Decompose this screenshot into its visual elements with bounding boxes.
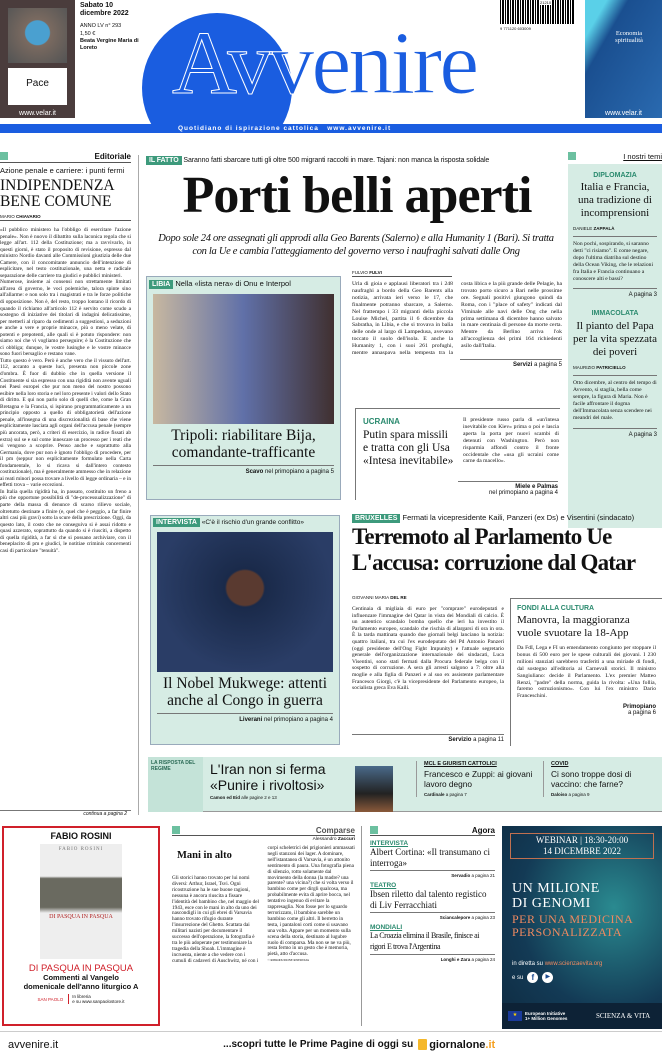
barcode-number: 9 771120 603009 [500,26,531,31]
temi-body: Non pochi, sospirando, si saranno detti "ci risiamo". E come negare, dopo l'ultima diatriba sul destino della Ocean Viking, che le relazioni fra Italia e Francia continuano a conoscere alti e bassi? [573,236,657,282]
ad-right-economia[interactable] [585,0,662,118]
temi-headline: Italia e Francia, una tradizione di incomprensioni [578,181,652,219]
ucraina-credit: Miele e Palmas nel primopiano a pagina 4 [458,481,558,496]
lead-byline: FULVIO FULVI [352,270,452,277]
sanpaolo-logo: SAN PAOLO [37,996,64,1002]
footer-site-link[interactable]: avvenire.it [8,1038,59,1051]
youtube-icon[interactable]: ▶ [542,972,553,983]
ucraina-headline: Putin spara missili e tratta con gli Usa «Intesa inevitabile» [363,429,454,467]
lead-credit: Servizi a pagina 5 [460,359,562,368]
intervista-box[interactable]: INTERVISTA «C'è il rischio d'un grande conflitto» Il Nobel Mukwege: attenti anche al Congo in guerra Liverani nel primopiano a pagina 4 [150,515,340,745]
bottom-strip [148,757,662,812]
strip-item-covid[interactable]: COVID Ci sono troppe dosi di vaccino: che farne? Daloiso a pagina 9 [543,761,661,797]
raisi-photo [355,766,393,812]
bruxelles-strap: Fermati la vicepresidente Kaili, Panzeri (ex Ds) e Visentini (sindacato) [402,513,635,522]
bruxelles-headline[interactable]: Terremoto al Parlamento Ue L'accusa: corruzione dal Qatar [352,524,636,575]
ucraina-kicker: UCRAINA [363,417,400,426]
strip-item-mcl[interactable]: MCL E GIURISTI CATTOLICI Francesco e Zuppi: ai giovani lavoro degno Cardinale a pagina 7 [416,761,536,797]
giornalone-icon [418,1039,427,1050]
ucraina-body: Il presidente russo parla di «un'intesa inevitabile con Kiev» prima o poi e lascia aperta la porta per nuovi scambi di detenuti con Washington. Però non risparmia affondi contro il fronte occidentale che «usa gli ucraini come carne da macello». [463,417,559,465]
intervista-credit: Liverani nel primopiano a pagina 4 [157,713,333,723]
ucraina-box[interactable] [355,408,560,500]
temi-headline: Il pianto del Papa per la vita spezzata dei poveri [573,320,657,359]
libia-photo [153,294,334,424]
lead-body: Urla di gioia e applausi liberatori tra i 248 naufraghi a bordo della Geo Barents alla notizia, arrivata ieri verso le 17, che finalmente potranno sbarcare, a Salerno. Nel frattempo i 33 migranti della piccola Louise Michel, partita il 6 dicembre da Sabratha, in Libia, e che si trovava in balìa delle onde al largo di Lampedusa, avevano toccato il suolo dell'isola. E anche la Humanity 1, con i suoi 261 profughi, mentre annaspava nella tempesta tra la costa libica e la più grande delle Pelagie, ha trovato porto sicuro a Bari nelle prossime ore. Segnali positivi giungono quindi da Roma, con i "place of safety" indicati dal Viminale alle navi delle Ong che nella prima settimana di dicembre hanno salvato in mare centinaia di persone da morte certa. Mentre da Berlino arriva l'ok all'accoglienza dei primi 164 richiedenti asilo dall'Italia. [352,281,562,357]
comparse-body: Gli storici hanno trovato per lui nomi diversi: Arthur, Israel, Tsvi. Ogni ricostruzione ha le sue buone ragioni, nessuna è ancora riuscita a fissare l'identità del bambino che, nel maggio del 1943, esce con le mani in alto da uno dei nascondigli in cui gli ebrei di Varsavia hanno trovato rifugio durante l'insurrezione del Ghetto. Scattata dai militari nazisti per documentare il successo dell'operazione, la fotografia è tra le più adoperate per testimoniare la tragedia della Shoah. L'immagine è incruenta, niente a che vedere con i cumuli di cadaveri di Auschwitz, né con i corpi scheletrici dei prigionieri ammassati negli stanzoni dei lager. A dominare, nell'istantanea di Varsavia, è un attonito sentimento di paura. Una fotografia piena di silenzio, rotto solamente dal movimento della donna (la madre? una parente? una vicina?) che si volta verso il bambino come per dirgli qualcosa, ma probabilmente evita di aprire bocca, nel tentativo ingenuo di evitare la rappresaglia. Non fosse per lo sguardo terrorizzato, il bambino sarebbe un bambino come gli altri. Il berretto in testa, i pantaloni corti come si usavano una volta. Appare per un momento sulla scena della storia, destinato al lugubre ruolo di comparsa. Ma non se ne va più, resta fermo in un gesto che è memoria, pietà, atto d'accusa. © RIPRODUZIONE RISERVATA [172,845,355,964]
eu-flag-icon: ★ [508,1011,522,1021]
editorial-kicker: Azione penale e carriere: i punti fermi [0,166,125,175]
scienza-vita-logo: SCIENZA & VITA [596,1012,651,1020]
lead-article [352,270,562,368]
temi-ref[interactable]: A pagina 3 [573,428,657,438]
barcode [500,0,575,24]
strip-kicker: LA RISPOSTA DEL REGIME [148,757,203,812]
saint-of-day: Beata Vergine Maria di Loreto [80,38,139,51]
comparse-title: Mani in alto [177,850,232,861]
editorial-byline: MARIO CHIAVARIO [0,214,131,221]
site-url[interactable]: www.avvenire.it [327,125,392,132]
column-divider [138,155,139,815]
globe-hands-image [8,8,67,63]
intervista-headline: Il Nobel Mukwege: attenti anche al Congo in guerra [163,675,327,709]
agora-item[interactable]: INTERVISTA Albert Cortina: «Il transumano ci interroga» Servadio a pagina 21 [370,840,495,878]
continue-link[interactable]: continua a pagina 2 [83,811,127,817]
lead-strap: Saranno fatti sbarcare tutti gli oltre 500 migranti raccolti in mare. Tajani: non manca la risposta solidale [183,157,490,164]
temi-item-immacolata[interactable]: IMMACOLATA Il pianto del Papa per la vita spezzata dei poveri [573,310,657,359]
issue-number: ANNO LV n° 293 [80,23,122,29]
book-cover: FABIO ROSINI DI PASQUA IN PASQUA [40,844,122,959]
comparse-column: Comparse Alessandro Zaccuri Mani in alto Gli storici hanno trovato per lui nomi diversi: Arthur, Israel, Tsvi. Ogni ricostruzione ha le sue buone ragioni, nessuna è ancora riuscita a fissare l'identità del bambino che, nel maggio del 1943, esce con le mani in alto da uno dei nascondigli in cui gli ebrei di Varsavia hanno trovato rifugio durante l'insurrezione del Ghetto. Scattata dai militari nazisti per documentare il successo dell'operazione, la fotografia è tra le più adoperate per testimoniare la tragedia della Shoah. L'immagine è incruenta, niente a che vedere con i cumuli di cadaveri di Auschwitz, né con i corpi scheletrici dei prigionieri ammassati negli stanzoni dei lager. A dominare, nell'istantanea di Varsavia, è un attonito sentimento di paura. Una fotografia piena di silenzio, rotto solamente dal movimento della donna (la madre? una parente? una vicina?) che si volta verso il bambino come per dirgli qualcosa, ma probabilmente evita di aprire bocca, nel tentativo ingenuo di evitare la rappresaglia. Non fosse per lo sguardo terrorizzato, il bambino sarebbe un bambino come gli altri. Il berretto in testa, i pantaloni corti come si usavano una volta. Appare per un momento sulla scena della storia, destinato al lugubre ruolo di comparsa. Ma non se ne va più, resta fermo in un gesto che è memoria, pietà, atto d'accusa. © RIPRODUZIONE RISERVATA [172,826,355,964]
ad-left-pace[interactable] [0,0,75,118]
issue-date: Sabato 10 dicembre 2022 [80,2,129,17]
temi-ref[interactable]: A pagina 3 [573,288,657,298]
editorial-paragraph: In Italia quella rigidità ha, in passato, costituito un freno a più che opportune possibilità di "de-processualizzazione" di parte della massa di denunce di scarso rilievo sociale, oltretutto destinate a finire (e, quel che è peggio, a far finire altri casi più gravi) sotto la scure della prescrizione. Oggi, da questo lato, il costo che ne conseguiva si è assai ridotto e quasi azzerato, soprattutto da quando si è riusciti, a dispetto di quella rigidità, a far sì che si possano archiviare, con il beneplacito di pm e giudici, le notitiae criminis concernenti casi di particolare "tenuità". [0,488,131,554]
bruxelles-strap-line: BRUXELLES Fermati la vicepresidente Kaili, Panzeri (ex Ds) e Visentini (sindacato) [352,513,662,523]
lead-kicker: IL FATTO [146,156,182,165]
ad-webinar[interactable]: WEBINAR | 18:30-20:00 14 DICEMBRE 2022 UN MILIONE DI GENOMI PER UNA MEDICINA PERSONALIZZATA in diretta su www.scienzaevita.org e su f ▶ ★ European Initiative 1+ Million Genomes SCIENZA & VITA [502,826,662,1029]
temi-body: Otto dicembre, al centro del tempo di Avvento, si staglia, bella come sempre, la figura di Maria. Non è facile affrontare il dogma dell'Immacolata senza scendere nei meandri del male. [573,375,657,421]
giornalone-logo[interactable]: giornalone.it [429,1038,496,1051]
section-label: Editoriale [94,152,131,161]
issue-price: 1,50 € [80,31,96,37]
footer-bar [0,1031,662,1057]
agora-item[interactable]: TEATRO Ibsen riletto dal talento registico di Liv Ferracchiati Sciancalepore a pagina 23 [370,882,495,920]
ad-rosini[interactable]: FABIO ROSINI FABIO ROSINI DI PASQUA IN PASQUA DI PASQUA IN PASQUA Commenti al Vangelo domenicale dell'anno liturgico A SAN PAOLO In libreria e su www.sanpaolostore.it [2,826,160,1026]
temi-box: DIPLOMAZIA Italia e Francia, una tradizione di incomprensioni DANIELE ZAPPALÀ Non pochi, sospirando, si saranno detti "ci risiamo". E come negare, dopo l'ultima diatriba sul destino della Ocean Viking, che le relazioni fra Italia e Francia continuano a conoscere alti e bassi? A pagina 3 IMMACOLATA Il pianto del Papa per la vita spezzata dei poveri MAURIZIO PATRICIELLO Otto dicembre, al centro del tempo di Avvento, si staglia, bella come sempre, la figura di Maria. Non è facile affrontare il dogma dell'Immacolata senza scendere nei meandri del male. A pagina 3 [568,164,662,528]
editorial-paragraph: «Il pubblico ministero ha l'obbligo di esercitare l'azione penale». Non è nuovo il dibattito sulla laconica regola che si legge all'art. 112 della Costituzione; ma a ravvivarlo, in questi giorni, è stato il proposito di revisione, espresso dal ministro Nordio davanti alle Commissioni giustizia delle due Camere, con il concomitante annuncio dell'intenzione di esplicitare, nel testo costituzionale, una netta e radicale separazione delle carriere tra giudici e pubblici ministeri. [0,227,131,279]
intervista-strap: «C'è il rischio d'un grande conflitto» [201,519,304,526]
section-marker-icon [0,152,8,160]
temi-item-diplomazia[interactable]: DIPLOMAZIA Italia e Francia, una tradizione di incomprensioni [573,172,657,220]
facebook-icon[interactable]: f [527,972,538,983]
mukwege-photo [157,532,333,672]
bruxelles-byline: GIOVANNI MARIA DEL RE [352,595,407,600]
footer-promo[interactable]: ...scopri tutte le Prime Pagine di oggi su [223,1039,414,1050]
ad-right-url: www.velar.it [605,110,642,117]
libia-strap: Nella «lista nera» di Onu e Interpol [175,279,291,288]
lead-headline[interactable]: Porti belli aperti [182,167,532,224]
strip-item-iran[interactable]: L'Iran non si ferma «Punire i rivoltosi» Camon ed Eid alle pagine 2 e 13 [210,761,326,800]
libia-credit: Scavo nel primopiano a pagina 5 [153,465,334,475]
editorial-paragraph: Tutto questo è vero. Però è anche vero che il vissuto dell'art. 112, accanto a queste luci, presenta non piccole zone d'ombra. È fuor di dubbio che in quella versione il Costituente si sia espresso con una rigidità non avente uguali nei Paesi europei che pur non meno del nostro possono esibire nella loro storia e nel loro presente i valori dello Stato di diritto. E qui non parlo solo di quelli che, come la Gran Bretagna e la Francia, si ispirano programmaticamente a un principio opposto a quello di obbligatorietà dell'azione penale, all'insegna di una discrezionalità di base che viene esplicitamente lasciata agli organi dell'accusa penale (sempre più ancorata, però, a criteri di esercizio, in radice fissati ab extra) sul se e sul come innescare un processo per i reati che si vengono a scoprire. Penso anche e soprattutto alla Germania, dove pur non è ignoto l'obbligo di procedere, per il pm (seppur non esplicitamente formulato nella Carta fondamentale, lo si ricava si dall'intero contesto costituzionale), ma è generalmente ammesso che in relazione ai reati minori possa trovare a livello di legge ordinaria – e in effetti trova – varie eccezioni. [0,357,131,489]
lead-subtitle: Dopo sole 24 ore assegnati gli approdi alla Geo Barents (Salerno) e alla Humanity 1 (Bari). Si tratta con la Ue e cambia l'atteggiamento del governo verso i naufraghi salvati dalle Ong [158,233,554,257]
agora-item[interactable]: MONDIALI La Croazia elimina il Brasile, finisce ai rigori E trova l'Argentina Longhi e Zara a pagina 24 [370,924,495,962]
cultura-box[interactable]: FONDI ALLA CULTURA Manovra, la maggioranza vuole svuotare la 18-App Da FdI, Lega e FI un emendamento congiunto per stoppare il bonus di 500 euro per le spese culturali dei giovani. I 230 milioni stanziati sarebbero trasferiti a una miriade di fondi, dal sostegno all'editoria ai Carnevali storici. Il ministro Sangiuliano: decide il Parlamento. L'ex premier Matteo Renzi, "padre" della norma, guida la rivolta: «Una follia, faremo ostruzionismo». Con lui l'ex ministro Dario Franceschini. Primopiano a pagina 6 [510,598,662,746]
agora-column: Agora INTERVISTA Albert Cortina: «Il transumano ci interroga» Servadio a pagina 21 TEATRO Ibsen riletto dal talento registico di Liv Ferracchiati Sciancalepore a pagina 23 MONDIALI La Croazia elimina il Brasile, finisce ai rigori E trova l'Argentina Longhi e Zara a pagina 24 [361,826,495,1026]
ad-left-title: Pace [8,68,67,105]
bruxelles-credit: Servizio a pagina 11 [352,734,504,743]
ad-right-title: Economia spiritualità [615,30,643,44]
editorial-column [0,152,131,817]
cultura-body: Da FdI, Lega e FI un emendamento congiunto per stoppare il bonus di 500 euro per le spese culturali dei giovani. I 230 milioni stanziati sarebbero trasferiti a una miriade di fondi, dal sostegno all'editoria ai Carnevali storici. Il ministro Sangiuliano: decide il Parlamento. L'ex premier Matteo Renzi, "padre" della norma, guida la rivolta: «Una follia, faremo ostruzionismo». Con lui l'ex ministro Dario Franceschini. [517,645,656,700]
editorial-paragraph: Numerose, insieme ai consensi non strettamente limitati all'area di governo, le voci polemiche, talora spinte sino all'allarme: e non solo tra i magistrati e tra le forze politiche di opposizione. Non è, del resto, troppo lontano il ricordo di quando il richiamo all'articolo 112 è servito come scudo a sostegno di iniziative dei titolari di indagini delicatissime, per metterli al riparo da cedimenti a suggestioni, a seduzioni e anche a vere e proprie minacce, più o meno velate, di potenti e prepotenti, alle quali si è potuto rispondere: non siamo noi che vi vogliamo perseguire; è la Costituzione che ci obbliga; dunque, le vostre lusinghe e le vostre minacce sono fuori bersaglio e restano vane. [0,279,131,358]
tagline-band [0,124,662,133]
tagline: Quotidiano di ispirazione cattolica [178,125,319,132]
bruxelles-body: Centinaia di migliaia di euro per "comprare" eurodeputati e influenzare l'immagine del Qatar in vista dei Mondiali di calcio. È un autentico scandalo bomba quello che ieri ha investito il Parlamento europeo, scandalo che rischia di allargarsi di ora in ora. È la tarda mattinata quando due giornali belgi lanciano la notizia: quattro italiani, tra cui l'ex eurodeputato del Pd Antonio Panzeri (oggi presidente dell'Ong Fight Impunity) e l'attuale segretario generale dell'organizzazione internazionale dei sindacati, Luca Visentini, sono stati fermati dalla Procura federale belga con il sospetto di corruzione. A sera gli arresti salgono a 7: oltre alla moglie e alla figlia di Panzeri e al suo ex assistente parlamentare Francesco Giorgi, c'è la vicepresidente del Parlamento europeo, la socialista greca Eva Kaili. [352,606,504,692]
lead-strap-line [146,156,562,165]
ad-left-url: www.velar.it [19,110,56,117]
temi-header: I nostri temi [568,152,662,161]
libia-headline: Tripoli: riabilitare Bija, comandante-trafficante [171,427,316,461]
libia-box[interactable]: LIBIA Nella «lista nera» di Onu e Interpol Tripoli: riabilitare Bija, comandante-trafficante Scavo nel primopiano a pagina 5 [146,276,341,500]
logo: Avvenire [172,14,477,113]
editorial-title: INDIPENDENZA BENE COMUNE [0,177,114,210]
barcode-code: 21210 [540,0,552,5]
cultura-headline: Manovra, la maggioranza vuole svuotare la 18-App [517,614,630,639]
